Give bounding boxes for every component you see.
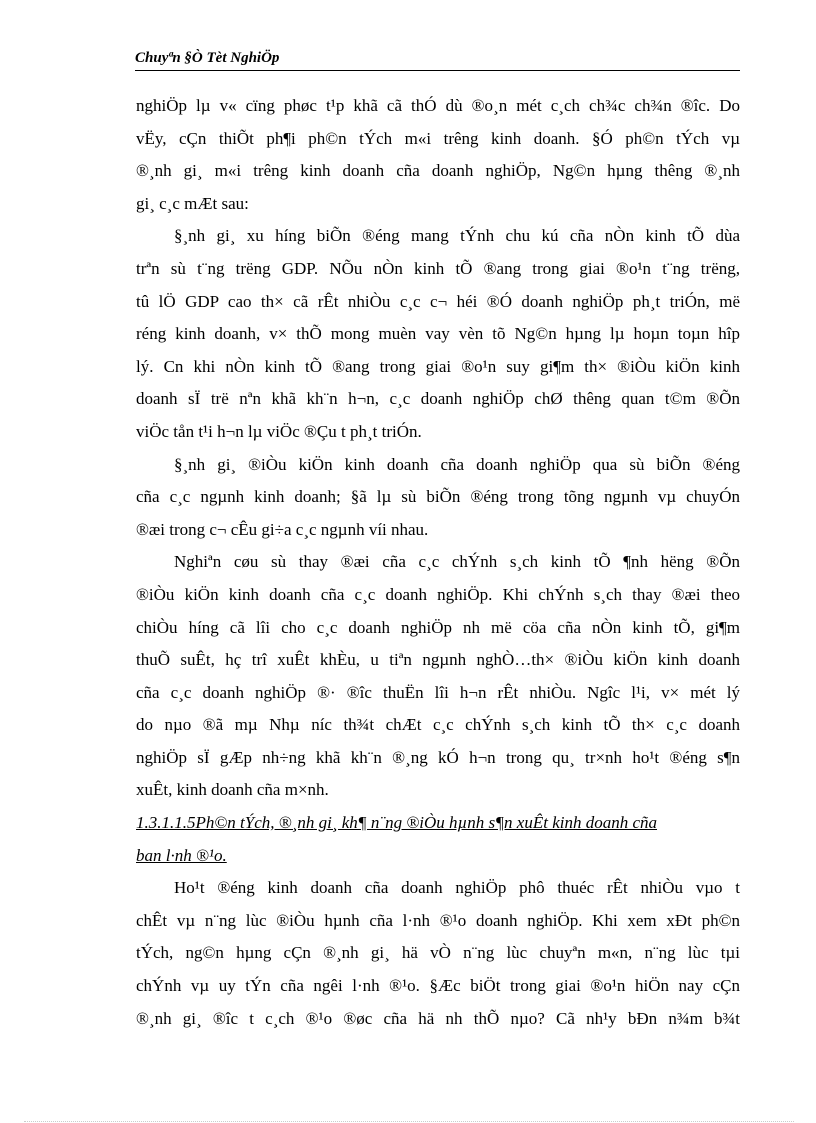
text-line: nghiÖp sÏ gÆp nh÷ng khã kh¨n ®¸ng kÓ h¬n trong qu¸ tr×nh ho¹t ®éng s¶n <box>136 747 740 767</box>
paragraph <box>136 90 740 220</box>
heading-line: ban l·nh ®¹o. <box>136 845 227 865</box>
text-line: do nµo ®ã mµ Nhµ níc th¾t chÆt c¸c chÝnh s¸ch kinh tÕ th× c¸c doanh <box>136 715 740 735</box>
text-line: trªn sù t¨ng trëng GDP. NÕu nÒn kinh tÕ ®ang trong giai ®o¹n t¨ng trëng, <box>136 258 740 278</box>
paragraph <box>136 449 740 547</box>
text-line: lý. Cn khi nÒn kinh tÕ ®ang trong giai ®o¹n suy gi¶m th× ®iÒu kiÖn kinh <box>136 356 740 376</box>
text-line: tÝch, ng©n hµng cÇn ®¸nh gi¸ hä vÒ n¨ng lùc chuyªn m«n, n¨ng lùc tµi <box>136 943 740 963</box>
text-line: ®¸nh gi¸ m«i trêng kinh doanh cña doanh nghiÖp, Ng©n hµng thêng ®¸nh <box>136 161 740 181</box>
document-body <box>136 90 740 1035</box>
text-line: doanh sÏ trë nªn khã kh¨n h¬n, c¸c doanh nghiÖp chØ thêng quan t©m ®Õn <box>136 389 740 409</box>
section-heading <box>136 807 740 872</box>
paragraph <box>136 220 740 448</box>
text-line: §¸nh gi¸ ®iÒu kiÖn kinh doanh cña doanh nghiÖp qua sù biÕn ®éng <box>174 454 740 474</box>
text-line: viÖc tån t¹i h¬n lµ viÖc ®Çu t ph¸t triÓn. <box>136 421 422 441</box>
text-line: ®iÒu kiÖn kinh doanh cña c¸c doanh nghiÖp. Khi chÝnh s¸ch thay ®æi theo <box>136 584 740 604</box>
text-line: thuÕ suÊt, hç trî xuÊt khÈu, u tiªn ngµnh nghÒ…th× ®iÒu kiÖn kinh doanh <box>136 650 740 670</box>
text-line: Ho¹t ®éng kinh doanh cña doanh nghiÖp phô thuéc rÊt nhiÒu vµo t <box>174 878 740 898</box>
heading-line: 1.3.1.1.5Ph©n tÝch, ®¸nh gi¸ kh¶ n¨ng ®iÒu hµnh s¶n xuÊt kinh doanh cña <box>136 813 658 833</box>
text-line: vËy, cÇn thiÕt ph¶i ph©n tÝch m«i trêng kinh doanh. §Ó ph©n tÝch vµ <box>136 128 740 148</box>
text-line: cña c¸c ngµnh kinh doanh; §ã lµ sù biÕn ®éng trong tõng ngµnh vµ chuyÓn <box>136 487 740 507</box>
text-line: nghiÖp lµ v« cïng phøc t¹p khã cã thÓ dù ®o¸n mét c¸ch ch¾c ch¾n ®îc. Do <box>136 96 740 115</box>
text-line: cña c¸c doanh nghiÖp ®· ®îc thuËn lîi h¬n rÊt nhiÒu. Ngîc l¹i, v× mét lý <box>136 682 740 702</box>
header-title: Chuyªn §Ò Tèt NghiÖp <box>135 50 280 66</box>
text-line: chÝnh vµ uy tÝn cña ngêi l·nh ®¹o. §Æc biÖt trong giai ®o¹n hiÖn nay cÇn <box>136 976 740 996</box>
text-line: tû lÖ GDP cao th× cã rÊt nhiÒu c¸c c¬ héi ®Ó doanh nghiÖp ph¸t triÓn, më <box>136 291 740 311</box>
text-line: §¸nh gi¸ xu híng biÕn ®éng mang tÝnh chu kú cña nÒn kinh tÕ dùa <box>174 226 740 246</box>
text-line: ®æi trong c¬ cÊu gi÷a c¸c ngµnh víi nhau. <box>136 519 429 539</box>
text-line: chiÒu híng cã lîi cho c¸c doanh nghiÖp nh më cöa cña nÒn kinh tÕ, gi¶m <box>136 617 740 637</box>
text-line: xuÊt, kinh doanh cña m×nh. <box>136 780 329 800</box>
text-line: chÊt vµ n¨ng lùc ®iÒu hµnh cña l·nh ®¹o doanh nghiÖp. Khi xem xÐt ph©n <box>136 910 740 930</box>
text-line: Nghiªn cøu sù thay ®æi cña c¸c chÝnh s¸ch kinh tÕ ¶nh hëng ®Õn <box>174 552 740 572</box>
text-line: réng kinh doanh, v× thÕ mong muèn vay vèn tõ Ng©n hµng lµ hoµn toµn hîp <box>136 324 740 344</box>
paragraph <box>136 872 740 1035</box>
text-line: ®¸nh gi¸ ®îc t c¸ch ®¹o ®øc cña hä nh thÕ nµo? Cã nh¹y bÐn n¾m b¾t <box>136 1008 740 1028</box>
text-line: gi¸ c¸c mÆt sau: <box>136 193 249 213</box>
paragraph <box>136 546 740 807</box>
page-bottom-divider <box>24 1121 794 1122</box>
page-header <box>135 48 740 71</box>
